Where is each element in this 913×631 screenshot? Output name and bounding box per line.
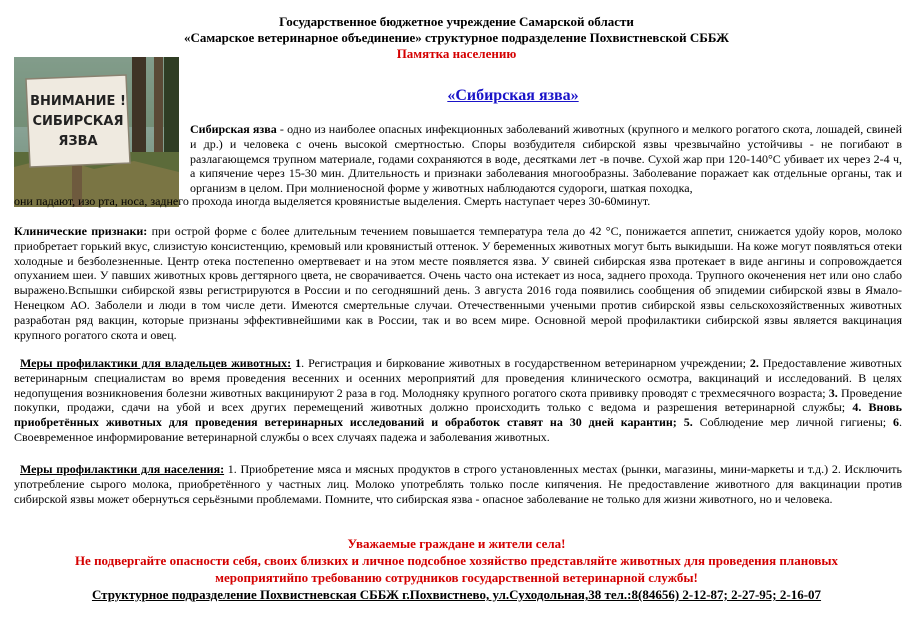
owner-measures-paragraph bbox=[14, 356, 902, 445]
clinical-text: при острой форме с более длительным течением повышается температура тела до 42 °С, понижается аппетит, снижается удойу коров, молоко приобретает горький вкус, слизистую консистенцию, кремовый или кровянистый оттенок. У беременных животных могут быть выкидыши. На коже могут появляться отеки холодные и безболезненные. Центр отека постепенно омертвевает и на этом месте появляется язва. У свиней сибирская язва протекает в виде ангины и сопровождается опуханием шеи. У павших животных кровь дегтярного цвета, не сворачивается. Очень часто она истекает из носа, заднего прохода. Трупного окоченения нет или оно слабо выражено.Вспышки сибирской язвы регистрируются в России и по сегодняшний день. 3 августа 2016 года появились сообщения об эпидемии сибирской язвы в Ямало-Ненецком АО. Заболели и люди в том числе дети. Имеются смертельные случаи. Отечественными учеными против сибирской язвы сельскохозяйственных животных разработан ряд вакцин, которые признаны эффективнейшими как в России, так и во всем мире. Основной мерой профилактики сибирской язвы является вакцинация крупного рогатого скота и овец. bbox=[14, 224, 902, 342]
intro-lead: Сибирская язва bbox=[190, 122, 277, 136]
owner-item-1: . Регистрация и биркование животных в государственном ветеринарном учреждении; bbox=[301, 356, 746, 370]
population-measures-lead: Меры профилактики для населения: bbox=[20, 462, 225, 476]
intro-paragraph bbox=[190, 122, 902, 196]
owner-item-6: . Своевременное информирование ветеринарной службы о всех случаях падежа и заболевания животных. bbox=[14, 415, 903, 444]
appeal-line-1: Уважаемые граждане и жители села! bbox=[347, 536, 566, 551]
document-title bbox=[378, 86, 648, 106]
sign-text-line-3: ЯЗВА bbox=[58, 134, 98, 149]
population-measures-text: 1. Приобретение мяса и мясных продуктов в строго установленных местах (рынки, магазины, мини-маркеты и т.д.) 2. Исключить употребление сырого молока, приобретённого у частных лиц. Молоко употреблять только после кипячения. Не предоставление животного для вакцинации против сибирской язвы может обернуться серьёзными проблемами. Помните, что сибирская язва - опасное заболевание не только для жизни животного, но и человека. bbox=[14, 462, 903, 506]
owner-item-5-number: 5. bbox=[676, 415, 693, 430]
clinical-signs-paragraph bbox=[14, 224, 902, 342]
sign-text-line-2: СИБИРСКАЯ bbox=[32, 114, 124, 129]
population-measures-paragraph bbox=[14, 462, 902, 506]
intro-paragraph-continued bbox=[14, 194, 902, 209]
intro-text-continued: они падают, изо рта, носа, заднего прохода иногда выделяется кровянистые выделения. Смерть наступает через 30-60минут. bbox=[14, 194, 651, 208]
warning-sign-illustration bbox=[14, 57, 179, 207]
owner-item-1-number: 1 bbox=[291, 356, 302, 370]
owner-item-5: Соблюдение мер личной гигиены; bbox=[692, 415, 887, 430]
owner-item-3: Проведение покупки, продажи, сдачи на убой и всех других перемещений животных должно происходить только с ведома и разрешения ветеринарной службы; bbox=[14, 385, 903, 415]
appeal-line-3: мероприятийпо требованию сотрудников государственной ветеринарной службы! bbox=[215, 570, 698, 585]
clinical-lead: Клинические признаки: bbox=[14, 224, 148, 238]
warning-sign-photo bbox=[14, 57, 179, 207]
title-text: «Сибирская язва» bbox=[447, 87, 579, 104]
header-line-3: Памятка населению bbox=[396, 46, 517, 61]
contact-footer: Структурное подразделение Похвистневская СББЖ г.Похвистнево, ул.Суходольная,38 тел.:8(84656) 2-12-87; 2-27-95; 2-16-07 bbox=[91, 587, 822, 602]
owner-item-3-number: 3. bbox=[825, 385, 838, 400]
owner-item-2-number: 2. bbox=[745, 356, 759, 370]
owner-item-4: 4. Вновь приобретённых животных для проведения ветеринарных исследований и обработок ставят на 30 дней карантин; bbox=[14, 400, 902, 430]
header-line-2: «Самарское ветеринарное объединение» структурное подразделение Похвистневской СББЖ bbox=[183, 30, 730, 45]
owner-measures-lead: Меры профилактики для владельцев животных: bbox=[20, 356, 292, 370]
owner-item-6-number: 6 bbox=[886, 415, 900, 430]
owner-item-2: Предоставление животных ветеринарным специалистам во время проведения весенних и осенних мероприятий для проведения клинического осмотра, вакцинаций и исследований. В целях недопущения возникновения болезни животных вакцинируют 2 раза в год. Молодняку крупного рогатого скота прививку проводят с трехмесячного возраста; bbox=[14, 356, 902, 400]
appeal-line-2: Не подвергайте опасности себя, своих близких и личное подсобное хозяйство представляйте животных для проведения плановых bbox=[74, 553, 839, 568]
sign-text-line-1: ВНИМАНИЕ ! bbox=[30, 94, 126, 109]
header-line-1: Государственное бюджетное учреждение Самарской области bbox=[279, 14, 634, 29]
intro-text: - одно из наиболее опасных инфекционных заболеваний животных (крупного и мелкого рогатого скота, лошадей, свиней и др.) и человека с очень высокой смертностью. Споры возбудителя сибирской язвы чрезвычайно устойчивы - не погибают в разлагающемся трупном материале, годами сохраняются в воде, десятками лет -в почве. Сухой жар при 120-140°С убивает их через 2-4 ч, а кипячение через 15-30 мин. Длительность и признаки заболевания многообразны. Заболевание поражает как отдельные органы, так и организм в целом. При молниеносной форме у животных наблюдаются судороги, шаткая походка, bbox=[190, 122, 903, 196]
